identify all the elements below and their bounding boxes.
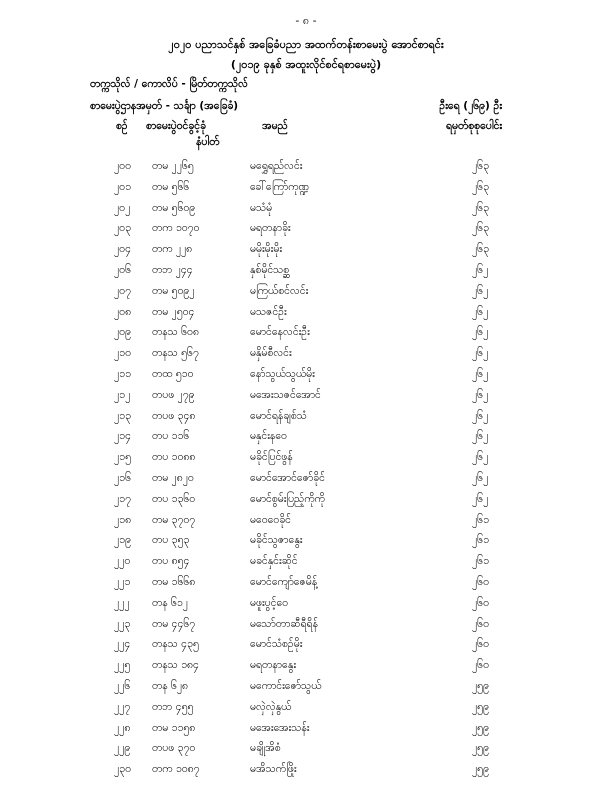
roll-number: တပ ၃၅၃	[152, 534, 190, 547]
student-name: မောင်စွမ်းပြည့်ကိုကို	[250, 492, 325, 505]
row-number: ၂၂၄	[114, 638, 131, 651]
table-row	[0, 636, 612, 657]
total-marks: ၂၆၃	[472, 243, 489, 256]
row-number: ၂၁၉	[114, 534, 131, 547]
row-number: ၂၁၄	[114, 430, 131, 443]
student-name: မခိုင်ပြင်ဖွန်	[250, 451, 293, 464]
roll-number: တမ ၁၁၅၈	[152, 721, 196, 734]
row-number: ၂၂၉	[114, 742, 131, 755]
total-marks: ၂၆၂	[472, 409, 489, 422]
roll-number: တပ ၁၁၆	[152, 430, 190, 443]
roll-number: တမ ၄၄၆၇	[152, 617, 196, 630]
total-marks: ၂၆၂	[472, 451, 489, 464]
page-number: - ၈ -	[295, 14, 317, 27]
row-number: ၂၀၀	[114, 160, 131, 172]
column-header-name: အမည်	[262, 120, 288, 132]
row-number: ၂၃၀	[114, 763, 131, 776]
column-header-roll: စာမေးပွဲဝင်ခွင့်ခုံ	[146, 120, 206, 132]
total-marks: ၂၆၂	[472, 284, 489, 297]
student-name: မခိုင်သွဇာနွေး	[250, 534, 303, 547]
student-name: မသံမုံ	[250, 201, 273, 214]
total-marks: ၂၆၂	[472, 388, 489, 401]
student-name: မောင်ရန်ချစ်သံ	[250, 409, 307, 422]
document-title: ၂၀၂၀ ပညာသင်နှစ် အခြေခံပညာ အထက်တန်းစာမေးပွဲ အောင်စာရင်း	[168, 38, 444, 51]
row-number: ၂၁၃	[114, 409, 131, 422]
total-marks: ၂၆၂	[472, 305, 489, 318]
roll-number: တက ၁၀၈၇	[152, 763, 200, 776]
row-number: ၂၀၉	[114, 326, 131, 339]
total-marks: ၂၆၃	[472, 222, 489, 235]
total-marks: ၂၆၂	[472, 347, 489, 360]
roll-number: တန ၆၂၈	[152, 679, 189, 692]
student-name: မောင်သံစဉ်မိုး	[250, 638, 303, 651]
student-name: မသဇင်ဦး	[250, 305, 287, 318]
row-number: ၂၀၁	[114, 180, 131, 193]
student-name: မအေးသဇင်အောင်	[250, 388, 321, 401]
student-name: မမိုးမိုးမိုး	[250, 243, 282, 256]
table-row	[0, 262, 612, 283]
roll-number: တနသ ၆၀၈	[152, 326, 199, 339]
total-marks: ၂၅၉	[472, 700, 489, 713]
total-marks: ၂၆၂	[472, 263, 489, 276]
student-name: မအိသက်ဖြိုး	[250, 763, 297, 776]
row-number: ၂၂၈	[114, 721, 131, 734]
student-name: နှစ်မိုင်သစ္ဆ	[250, 263, 290, 276]
roll-number: တမ ၂၈၂၀	[152, 471, 194, 484]
total-marks: ၂၆၂	[472, 367, 489, 380]
total-marks: ၂၆၁	[472, 513, 489, 526]
student-name: မကြယ်စင်လင်း	[250, 284, 309, 297]
roll-number: တမ ၁၆၆၈	[152, 575, 196, 588]
table-row	[0, 366, 612, 387]
student-name: နော်သွယ်သွယ်မိုး	[250, 367, 315, 380]
roll-number: တပဖ ၃၇၀	[152, 742, 196, 755]
student-name: မချိုအိစံ	[250, 742, 281, 755]
total-marks: ၂၆၃	[472, 180, 489, 193]
total-marks: ၂၅၉	[472, 721, 489, 734]
table-row	[0, 428, 612, 449]
row-number: ၂၀၈	[114, 305, 132, 318]
row-number: ၂၂၇	[114, 700, 131, 713]
roll-number: တနသ ၁၈၄	[152, 659, 199, 672]
column-header-roll-sub: နံပါတ်	[196, 136, 220, 148]
row-number: ၂၁၅	[114, 451, 131, 464]
roll-number: တန ၆၁၂	[152, 596, 188, 609]
student-name: မခင်နှင်းဆိုင်	[250, 555, 298, 568]
roll-number: တဘ ၄၅၅	[152, 700, 194, 713]
column-header-marks: ရမှတ်စုစုပေါင်း	[446, 120, 503, 132]
row-number: ၂၀၃	[114, 222, 131, 235]
student-name: မလှဲလှဲနွယ်	[250, 700, 292, 713]
roll-number: တမ ၅၀၉၂	[152, 284, 195, 297]
row-number: ၂၁၁	[114, 367, 131, 380]
roll-number: တမ ၃၇၀၇	[152, 513, 196, 526]
table-row	[0, 678, 612, 699]
roll-number: တဘ ၂၄၄	[152, 263, 193, 276]
table-row	[0, 179, 612, 200]
row-number: ၂၂၃	[114, 617, 131, 630]
row-number: ၂၂၀	[114, 555, 131, 568]
region-line: တက္ကသိုလ် / ကောလိပ် - မြိတ်တက္ကသိုလ်	[90, 78, 248, 90]
row-number: ၂၀၂	[114, 201, 131, 214]
roll-number: တပ ၁၀၈၈	[152, 451, 196, 464]
roll-number: တမ ၂၂၆၅	[152, 160, 194, 172]
row-number: ၂၁၂	[114, 388, 131, 401]
student-name: မရတနာနွေး	[250, 659, 296, 672]
row-number: ၂၁၈	[114, 513, 132, 526]
row-number: ၂၂၆	[114, 679, 131, 692]
table-row	[0, 408, 612, 429]
student-name: မကောင်းဇော်သွယ်	[250, 679, 322, 692]
student-name: မနှိမ်စီလင်း	[250, 347, 292, 360]
table-row	[0, 220, 612, 241]
roll-number: တပဖ ၂၇၉	[152, 388, 195, 401]
total-marks: ၂၆၂	[472, 492, 489, 505]
table-row	[0, 345, 612, 366]
student-name: မောင်ကျော်ဇေမိန့်	[250, 575, 318, 588]
student-name: မနှင်းနဝေ	[250, 430, 287, 443]
roll-number: တက ၁၀၇၀	[152, 222, 200, 235]
table-row	[0, 532, 612, 553]
roll-number: တက ၂၂၈	[152, 243, 193, 256]
total-line: ဦးရေ (၂၆၉) ဦး	[439, 100, 502, 112]
table-row	[0, 512, 612, 533]
table-row	[0, 699, 612, 720]
student-name: မအေးအေးသန်း	[250, 721, 310, 734]
total-marks: ၂၆၁	[472, 534, 489, 547]
roll-number: တထ ၅၁၀	[152, 367, 194, 380]
student-name: မောင်အောင်ဇော်ခိုင်	[250, 471, 325, 484]
roll-number: တနသ ၄၃၅	[152, 638, 199, 651]
table-row	[0, 241, 612, 262]
total-marks: ၂၆၀	[472, 575, 489, 588]
table-row	[0, 761, 612, 782]
row-number: ၂၀၄	[114, 243, 131, 256]
table-row	[0, 200, 612, 221]
table-row	[0, 740, 612, 761]
roll-number: တပ ၁၃၆၀	[152, 492, 196, 505]
student-name: မရွှေရည်လင်း	[250, 160, 303, 172]
row-number: ၂၁၆	[114, 471, 131, 484]
table-row	[0, 720, 612, 741]
student-name: မောင်နေလင်းဦး	[250, 326, 310, 339]
student-name: မဝေဝေခိုင်	[250, 513, 291, 526]
table-row	[0, 657, 612, 678]
total-marks: ၂၆၀	[472, 659, 489, 672]
table-row	[0, 616, 612, 637]
row-number: ၂၂၁	[114, 575, 131, 588]
table-row	[0, 491, 612, 512]
total-marks: ၂၅၉	[472, 763, 489, 776]
total-marks: ၂၆၃	[472, 160, 489, 172]
row-number: ၂၀၇	[114, 284, 131, 297]
roll-number: တပ ၈၅၄	[152, 555, 190, 568]
total-marks: ၂၆၀	[472, 596, 489, 609]
roll-number: တနသ ၅၆၇	[152, 347, 199, 360]
total-marks: ၂၆၀	[472, 638, 489, 651]
column-header-no: စဉ်	[116, 120, 128, 132]
total-marks: ၂၅၉	[472, 679, 489, 692]
student-name: မဖူးပွင့်ဝေ	[250, 596, 289, 609]
roll-number: တမ ၂၅၀၄	[152, 305, 195, 318]
total-marks: ၂၆၂	[472, 326, 489, 339]
row-number: ၂၂၅	[114, 659, 131, 672]
table-row	[0, 283, 612, 304]
table-row	[0, 324, 612, 345]
table-row	[0, 574, 612, 595]
row-number: ၂၀၆	[114, 263, 131, 276]
exam-line: စာမေးပွဲဌာနအမှတ် - သင်္ချာ (အခြေခံ)	[90, 100, 239, 112]
total-marks: ၂၆၀	[472, 617, 489, 630]
row-number: ၂၂၂	[114, 596, 130, 609]
row-number: ၂၁၀	[114, 347, 131, 360]
roll-number: တမ ၅၆၆	[152, 180, 190, 193]
table-row	[0, 553, 612, 574]
student-name: မသော်တာဆီရီရိန်	[250, 617, 318, 630]
table-row	[0, 304, 612, 325]
document-subtitle: (၂၀၁၉ ခုနှစ် အထူးလိုင်စင်ရစာမေးပွဲ)	[230, 58, 382, 71]
student-name: ခေါ်ကြော်ကုဏ္ဍ	[250, 180, 310, 193]
roll-number: တမ ၅၆၀၉	[152, 201, 196, 214]
total-marks: ၂၅၉	[472, 742, 489, 755]
total-marks: ၂၆၁	[472, 555, 489, 568]
table-row	[0, 595, 612, 616]
total-marks: ၂၆၂	[472, 430, 489, 443]
table-row	[0, 387, 612, 408]
total-marks: ၂၆၂	[472, 471, 489, 484]
table-row	[0, 470, 612, 491]
table-row	[0, 449, 612, 470]
table-row	[0, 158, 612, 179]
results-table	[0, 158, 612, 782]
roll-number: တပဖ ၃၄၈	[152, 409, 196, 422]
row-number: ၂၁၇	[114, 492, 131, 505]
total-marks: ၂၆၃	[472, 201, 489, 214]
student-name: မရတနာခိုး	[250, 222, 291, 235]
